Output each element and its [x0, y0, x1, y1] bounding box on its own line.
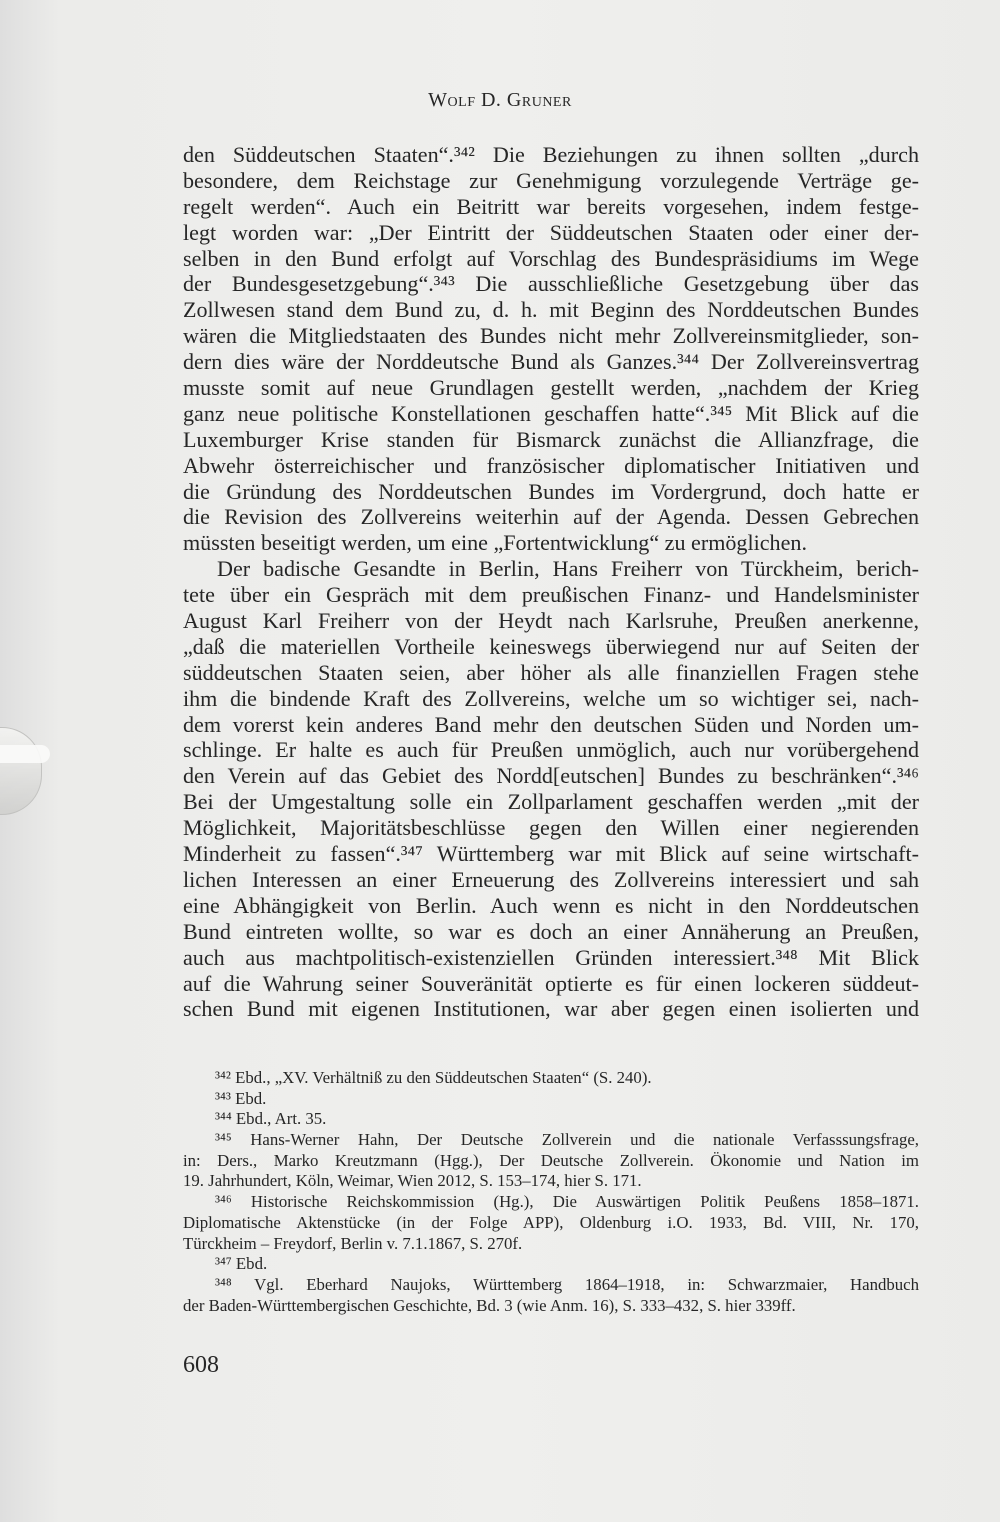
body-line: ganz neue politische Konstellationen geschaffen hatte“.³⁴⁵ Mit Blick auf die — [183, 400, 919, 426]
footnote-line: 19. Jahrhundert, Köln, Weimar, Wien 2012, S. 153–174, hier S. 171. — [183, 1171, 642, 1191]
body-line: schen Bund mit eigenen Institutionen, war aber gegen einen isolierten und — [183, 996, 919, 1022]
footnote-line: in: Ders., Marko Kreutzmann (Hgg.), Der Deutsche Zollverein. Ökonomie und Nation im — [183, 1150, 919, 1170]
body-line: wären die Mitgliedstaaten des Bundes nicht mehr Zollvereinsmitglieder, son- — [183, 323, 919, 349]
body-line: schlinge. Er halte es auch für Preußen unmöglich, auch nur vorübergehend — [183, 737, 919, 763]
body-line: Möglichkeit, Majoritätsbeschlüsse gegen den Willen einer negierenden — [183, 815, 919, 841]
body-line: „daß die materiellen Vortheile keineswegs überwiegend nur auf Seiten der — [183, 633, 919, 659]
footnote-line: ³⁴³ Ebd. — [215, 1088, 267, 1108]
body-line: legt worden war: „Der Eintritt der Süddeutschen Staaten oder einer der- — [183, 219, 919, 245]
body-line: den Verein auf das Gebiet des Nordd[eutschen] Bundes zu beschränken“.³⁴⁶ — [183, 763, 919, 789]
running-header: Wolf D. Gruner — [428, 89, 572, 111]
footnote-line: ³⁴⁸ Vgl. Eberhard Naujoks, Württemberg 1864–1918, in: Schwarzmaier, Handbuch — [215, 1274, 919, 1294]
footnote-line: Diplomatische Aktenstücke (in der Folge APP), Oldenburg i.O. 1933, Bd. VIII, Nr. 170, — [183, 1212, 919, 1232]
footnote-line: ³⁴⁴ Ebd., Art. 35. — [215, 1109, 327, 1129]
body-line: Minderheit zu fassen“.³⁴⁷ Württemberg war mit Blick auf seine wirtschaft- — [183, 841, 919, 867]
body-line: die Gründung des Norddeutschen Bundes im Vordergrund, doch hatte er — [183, 478, 919, 504]
body-line: eine Abhängigkeit von Berlin. Auch wenn es nicht in den Norddeutschen — [183, 892, 919, 918]
body-line: auch aus machtpolitisch-existenziellen Gründen interessiert.³⁴⁸ Mit Blick — [183, 944, 919, 970]
footnote-line: ³⁴⁷ Ebd. — [215, 1254, 268, 1274]
body-text — [183, 142, 919, 1022]
body-line: dern dies wäre der Norddeutsche Bund als Ganzes.³⁴⁴ Der Zollvereinsvertrag — [183, 349, 919, 375]
footnote-line: ³⁴⁵ Hans-Werner Hahn, Der Deutsche Zollverein und die nationale Verfasssungsfrage, — [215, 1130, 919, 1150]
body-line: August Karl Freiherr von der Heydt nach Karlsruhe, Preußen anerkenne, — [183, 608, 919, 634]
footnote-line: der Baden-Württembergischen Geschichte, Bd. 3 (wie Anm. 16), S. 333–432, S. hier 339ff. — [183, 1295, 796, 1315]
body-line: auf die Wahrung seiner Souveränität optierte es für einen lockeren süddeut- — [183, 970, 919, 996]
body-line: selben in den Bund erfolgt auf Vorschlag des Bundespräsidiums im Wege — [183, 245, 919, 271]
body-line: Zollwesen stand dem Bund zu, d. h. mit Beginn des Norddeutschen Bundes — [183, 297, 919, 323]
body-line: die Revision des Zollvereins weiterhin auf der Agenda. Dessen Gebrechen — [183, 504, 919, 530]
body-line: dem vorerst kein anderes Band mehr den deutschen Süden und Norden um- — [183, 711, 919, 737]
body-line: Luxemburger Krise standen für Bismarck zunächst die Allianzfrage, die — [183, 426, 919, 452]
body-line: tete über ein Gespräch mit dem preußischen Finanz- und Handelsminister — [183, 582, 919, 608]
body-line: Abwehr österreichischer und französischer diplomatischer Initiativen und — [183, 452, 919, 478]
body-line: besondere, dem Reichstage zur Genehmigung vorzulegende Verträge ge- — [183, 167, 919, 193]
body-line: lichen Interessen an einer Erneuerung des Zollvereins interessiert und sah — [183, 866, 919, 892]
body-line: süddeutschen Staaten seien, aber höher als alle finanziellen Fragen stehe — [183, 659, 919, 685]
body-line: den Süddeutschen Staaten“.³⁴² Die Beziehungen zu ihnen sollten „durch — [183, 142, 919, 167]
body-line: müssten beseitigt werden, um eine „Fortentwicklung“ zu ermöglichen. — [183, 530, 807, 556]
body-line: Bund eintreten wollte, so war es doch an einer Annäherung an Preußen, — [183, 918, 919, 944]
body-line: Der badische Gesandte in Berlin, Hans Freiherr von Türckheim, berich- — [217, 556, 919, 582]
footnote-line: ³⁴² Ebd., „XV. Verhältniß zu den Süddeutschen Staaten“ (S. 240). — [215, 1068, 652, 1087]
body-line: Bei der Umgestaltung solle ein Zollparlament geschaffen werden „mit der — [183, 789, 919, 815]
body-line: der Bundesgesetzgebung“.³⁴³ Die ausschließliche Gesetzgebung über das — [183, 271, 919, 297]
body-line: musste somit auf neue Grundlagen gestellt werden, „nachdem der Krieg — [183, 375, 919, 401]
footnotes — [183, 1068, 919, 1316]
body-line: ihm die bindende Kraft des Zollvereins, welche um so wichtiger sei, nach- — [183, 685, 919, 711]
body-line: regelt werden“. Auch ein Beitritt war bereits vorgesehen, indem festge- — [183, 193, 919, 219]
binder-clip-highlight — [0, 745, 50, 763]
footnote-line: ³⁴⁶ Historische Reichskommission (Hg.), Die Auswärtigen Politik Peußens 1858–1871. — [215, 1192, 919, 1212]
page-number: 608 — [183, 1352, 219, 1378]
footnote-line: Türckheim – Freydorf, Berlin v. 7.1.1867, S. 270f. — [183, 1233, 523, 1253]
